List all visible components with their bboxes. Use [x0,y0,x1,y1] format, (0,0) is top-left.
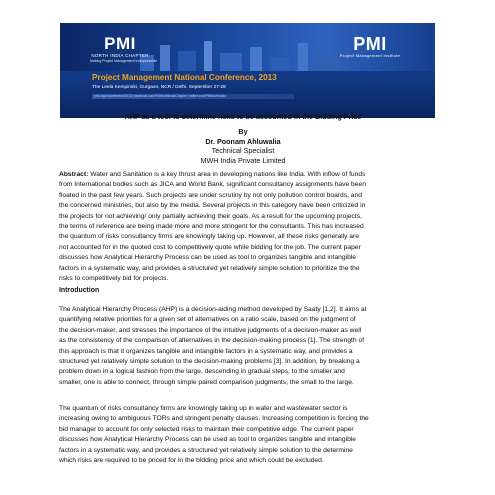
intro-line: bid manager to account for only selected risks to maintain their competitive edge. The current paper [59,425,354,433]
city-skyline-graphic [130,37,360,71]
pmi-institute-logo [335,35,405,71]
author-role: Technical Specialist [211,146,275,156]
conference-banner [60,23,435,118]
intro-line: The Analytical Hierarchy Process (AHP) is a decision-aiding method developed by Saaty [1,2]. It aims at [59,306,367,313]
intro-line: problem down in a logical fashion from the large, descending in gradual steps, to the smaller and [59,368,345,376]
pmi-logo-mark: PMI [104,34,136,53]
author-name: Dr. Poonam Ahluwalia [205,136,281,146]
conference-title: Project Management National Conference, 2013 [92,73,277,82]
intro-line: as the consistency of the comparison of alternatives in the decision-making process [1]. The strength of [59,337,365,345]
intro-line: quantifying relative priorities for a given set of alternatives on a ratio scale, based on the judgment of [59,316,356,324]
intro-line: which risks are required to be priced for in the bidding price and which could be excluded. [59,457,324,465]
intro-line: factors in a systematic way, and provides a structured yet relatively simple solution to the determine [59,446,353,454]
intro-line: smaller, one is able to connect, through simple paired comparison judgments, the small to the large. [59,378,354,386]
abstract-line: floated in the past few years. Such projects are under scrutiny by not only pollution control boards, and [59,191,362,199]
intro-line: the decision-maker, and stresses the importance of the intuitive judgments of a decision-maker as well [59,326,362,334]
abstract-line: the concerned ministries, but also by the media. Several projects in this category have been criticized in [59,202,366,210]
intro-line: The quantum of risks consultancy firms are knowingly taking up in water and wastewater sector is [59,405,348,412]
chapter-name: NORTH INDIA CHAPTER [91,53,149,58]
pmi-north-india-logo [90,34,158,71]
introduction-paragraph-2 [59,404,491,466]
by-label: By [238,127,248,136]
abstract-line: Water and Sanitation is a key thrust area in developing nations like India. With inflow of funds [88,171,366,178]
paper-title: AHP as a tool to determine risks to be accounted in the Bidding Price [124,112,362,121]
pmi-logo-mark-right: PMI [353,34,387,54]
abstract-label: Abstract: [59,171,89,178]
abstract-line: the quantum of risks consultancy firms are knowingly taking up. However, all these risks generally are [59,233,359,241]
introduction-paragraph-1 [59,305,491,388]
author-organization: MWH India Private Limited [200,155,286,165]
abstract-line: the terms of reference are being made more and more stringent for the consultants. This has increased [59,223,364,231]
intro-line: increasing owing to ambiguous TORs and stringent penalty clauses. Increasing competition is forcing the [59,415,369,423]
abstract-line: not accounted for in the quoted cost to competitively quote while bidding for the job. The current paper [59,243,361,251]
chapter-tagline: Making Project Management Indispensable [90,59,158,63]
abstract-line: the projects for not achieving/ only partially achieving their goals. As a result for the upcoming projects, [59,212,362,220]
conference-links-strip: pmi.org.in/conference2013 | facebook.com/PMINorthIndiaChapter | twitter.com/PMINorthIndia [92,94,294,99]
conference-venue: The Leela Kempinski, Gurgaon, NCR / Delhi. September 27-28 [92,85,226,90]
introduction-heading: Introduction [59,287,100,294]
abstract-line: from International bodies such as JICA and World Bank, significant consultancy assignments have been [59,181,366,189]
abstract-paragraph [59,170,491,284]
intro-line: structured yet relatively simple solution to the decision-making problems [3]. In addition, by breaking a [59,358,360,366]
abstract-line: discusses how Analytical Hierarchy Process can be used as tool to organizes tangible and intangible [59,254,357,262]
intro-line: discusses how Analytical Hierarchy Process can be used as tool to organizes tangible and intangible [59,436,357,444]
author-block [59,127,427,165]
abstract-line: risks to competitively bid for projects. [59,275,169,283]
abstract-line: factors in a systematic way, and provides a structured yet relatively simple solution to prioritize the the [59,264,360,272]
institute-name: Project Management Institute [339,53,401,58]
intro-line: this approach is that it organizes tangible and intangible factors in a systematic way, and provides a [59,347,353,355]
